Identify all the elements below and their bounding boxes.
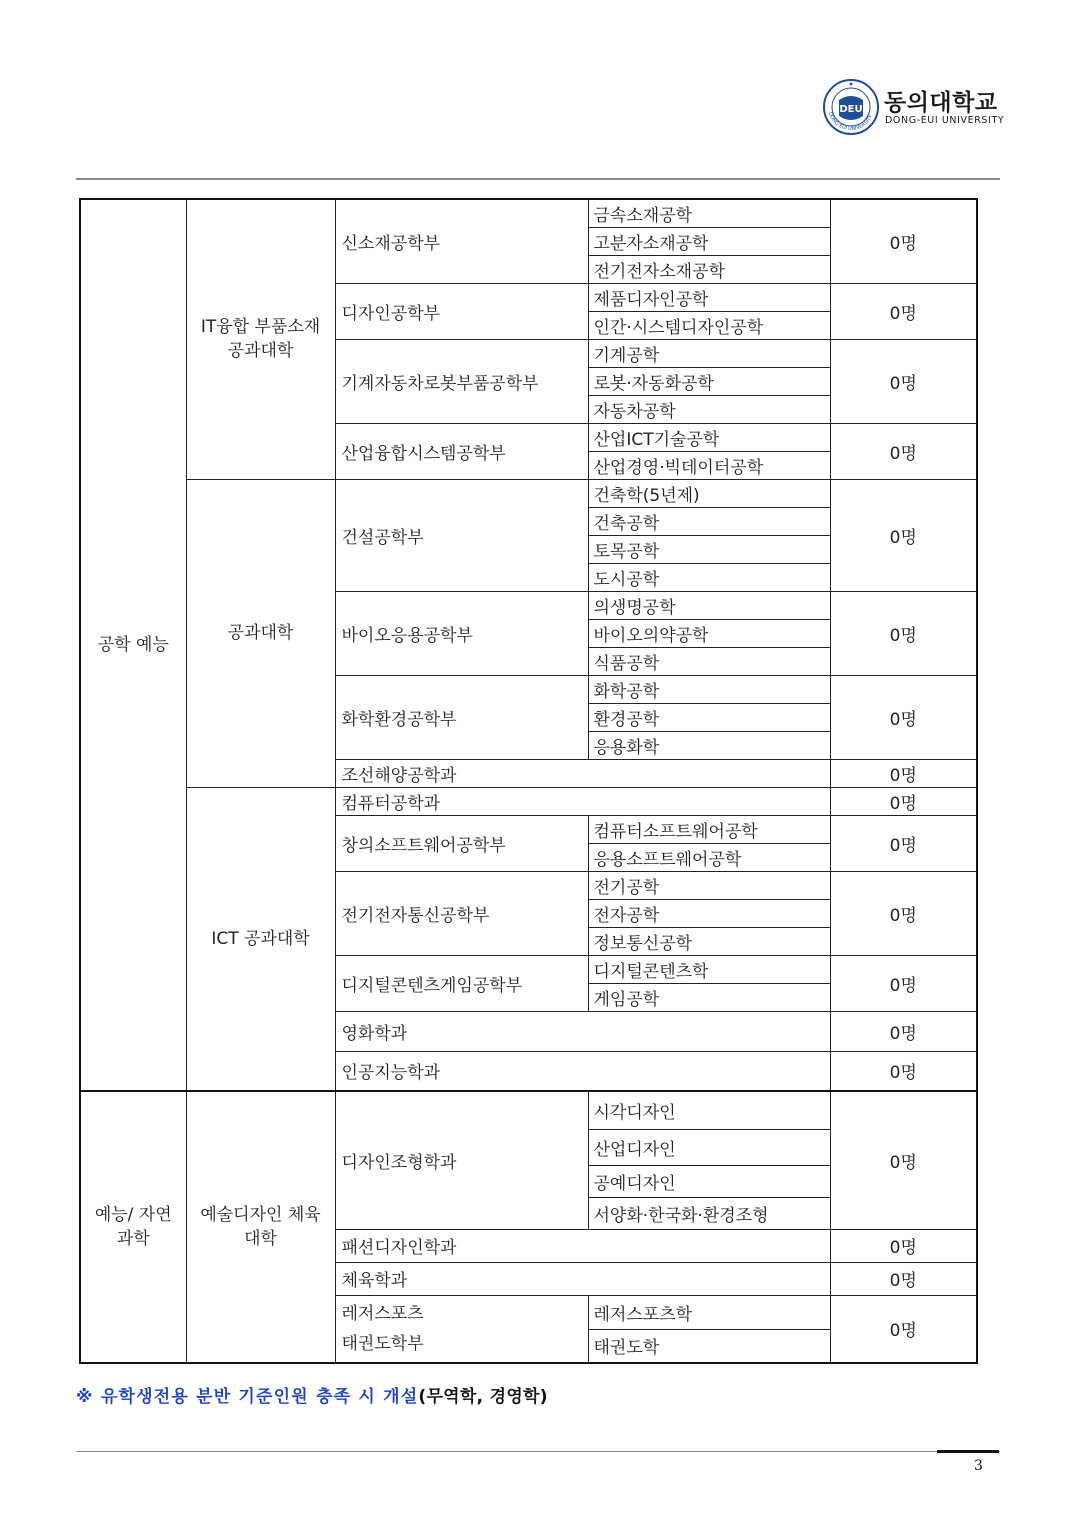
logo-english-name: DONG-EUI UNIVERSITY	[885, 115, 1005, 126]
table-row	[80, 787, 977, 815]
logo-korean-name: 동의대학교	[884, 90, 998, 116]
major-cell: 산업경영·빅데이터공학	[588, 451, 830, 479]
department-cell: 기계자동차로봇부품공학부	[335, 339, 588, 423]
quota-cell: 0명	[830, 1295, 977, 1363]
major-cell: 건축공학	[588, 507, 830, 535]
major-cell: 화학공학	[588, 675, 830, 703]
field-cell: 예능/ 자연과학	[80, 1091, 186, 1363]
major-cell: 식품공학	[588, 647, 830, 675]
major-cell: 금속소재공학	[588, 199, 830, 227]
department-cell: 전기전자통신공학부	[335, 871, 588, 955]
major-cell: 제품디자인공학	[588, 283, 830, 311]
quota-cell: 0명	[830, 199, 977, 283]
quota-cell: 0명	[830, 479, 977, 591]
college-cell: 공과대학	[186, 479, 335, 787]
quota-cell: 0명	[830, 591, 977, 675]
department-cell: 디자인조형학과	[335, 1091, 588, 1229]
quota-cell: 0명	[830, 1011, 977, 1051]
department-cell: 디자인공학부	[335, 283, 588, 339]
major-cell: 도시공학	[588, 563, 830, 591]
department-cell: 체육학과	[335, 1262, 830, 1295]
major-cell: 게임공학	[588, 983, 830, 1011]
college-cell: ICT 공과대학	[186, 787, 335, 1091]
quota-cell: 0명	[830, 1051, 977, 1091]
department-cell: 패션디자인학과	[335, 1229, 830, 1262]
major-cell: 서양화·한국화·환경조형	[588, 1197, 830, 1229]
quota-cell: 0명	[830, 1229, 977, 1262]
quota-cell: 0명	[830, 283, 977, 339]
major-cell: 컴퓨터소프트웨어공학	[588, 815, 830, 843]
major-cell: 인간·시스템디자인공학	[588, 311, 830, 339]
footer-divider	[76, 1451, 1000, 1452]
major-cell: 산업디자인	[588, 1129, 830, 1165]
quota-cell: 0명	[830, 339, 977, 423]
quota-cell: 0명	[830, 1091, 977, 1229]
quota-cell: 0명	[830, 759, 977, 787]
department-cell: 건설공학부	[335, 479, 588, 591]
major-cell: 태권도학	[588, 1329, 830, 1363]
major-cell: 토목공학	[588, 535, 830, 563]
header-divider	[76, 178, 1000, 180]
major-cell: 전자공학	[588, 899, 830, 927]
major-cell: 자동차공학	[588, 395, 830, 423]
quota-cell: 0명	[830, 871, 977, 955]
major-cell: 로봇·자동화공학	[588, 367, 830, 395]
page-number-rule	[937, 1450, 999, 1453]
department-cell: 레저스포츠 태권도학부	[335, 1295, 588, 1363]
department-cell: 창의소프트웨어공학부	[335, 815, 588, 871]
department-cell: 바이오응용공학부	[335, 591, 588, 675]
major-cell: 환경공학	[588, 703, 830, 731]
department-cell: 조선해양공학과	[335, 759, 830, 787]
major-cell: 의생명공학	[588, 591, 830, 619]
college-cell: 예술디자인 체육대학	[186, 1091, 335, 1363]
quota-cell: 0명	[830, 955, 977, 1011]
department-cell: 신소재공학부	[335, 199, 588, 283]
major-cell: 응용화학	[588, 731, 830, 759]
department-cell: 영화학과	[335, 1011, 830, 1051]
footnote-main: ※ 유학생전용 분반 기준인원 충족 시 개설	[76, 1387, 419, 1407]
major-cell: 응용소프트웨어공학	[588, 843, 830, 871]
department-cell: 컴퓨터공학과	[335, 787, 830, 815]
major-cell: 기계공학	[588, 339, 830, 367]
major-cell: 레저스포츠학	[588, 1295, 830, 1329]
major-cell: 공예디자인	[588, 1165, 830, 1197]
seal-ring-text: DONG-EUI UNIVERSITY	[826, 111, 875, 133]
department-cell: 인공지능학과	[335, 1051, 830, 1091]
table-row	[80, 199, 977, 227]
department-cell: 화학환경공학부	[335, 675, 588, 759]
page-number: 3	[974, 1458, 983, 1474]
major-cell: 디지털콘텐츠학	[588, 955, 830, 983]
major-cell: 전기전자소재공학	[588, 255, 830, 283]
university-logo	[822, 78, 1004, 138]
footnote	[76, 1382, 548, 1407]
university-seal-icon	[822, 78, 880, 136]
college-cell: IT융합 부품소재 공과대학	[186, 199, 335, 479]
major-cell: 바이오의약공학	[588, 619, 830, 647]
quota-cell: 0명	[830, 815, 977, 871]
department-cell: 산업융합시스템공학부	[335, 423, 588, 479]
quota-cell: 0명	[830, 675, 977, 759]
department-cell: 디지털콘텐츠게임공학부	[335, 955, 588, 1011]
major-cell: 산업ICT기술공학	[588, 423, 830, 451]
table-row	[80, 479, 977, 507]
table-row	[80, 1091, 977, 1129]
seal-text: DEU	[839, 104, 863, 115]
quota-cell: 0명	[830, 787, 977, 815]
field-cell: 공학 예능	[80, 199, 186, 1091]
admission-quota-table	[79, 198, 978, 1364]
major-cell: 고분자소재공학	[588, 227, 830, 255]
footnote-suffix: (무역학, 경영학)	[418, 1387, 548, 1407]
quota-cell: 0명	[830, 423, 977, 479]
quota-cell: 0명	[830, 1262, 977, 1295]
major-cell: 전기공학	[588, 871, 830, 899]
major-cell: 시각디자인	[588, 1091, 830, 1129]
major-cell: 정보통신공학	[588, 927, 830, 955]
major-cell: 건축학(5년제)	[588, 479, 830, 507]
